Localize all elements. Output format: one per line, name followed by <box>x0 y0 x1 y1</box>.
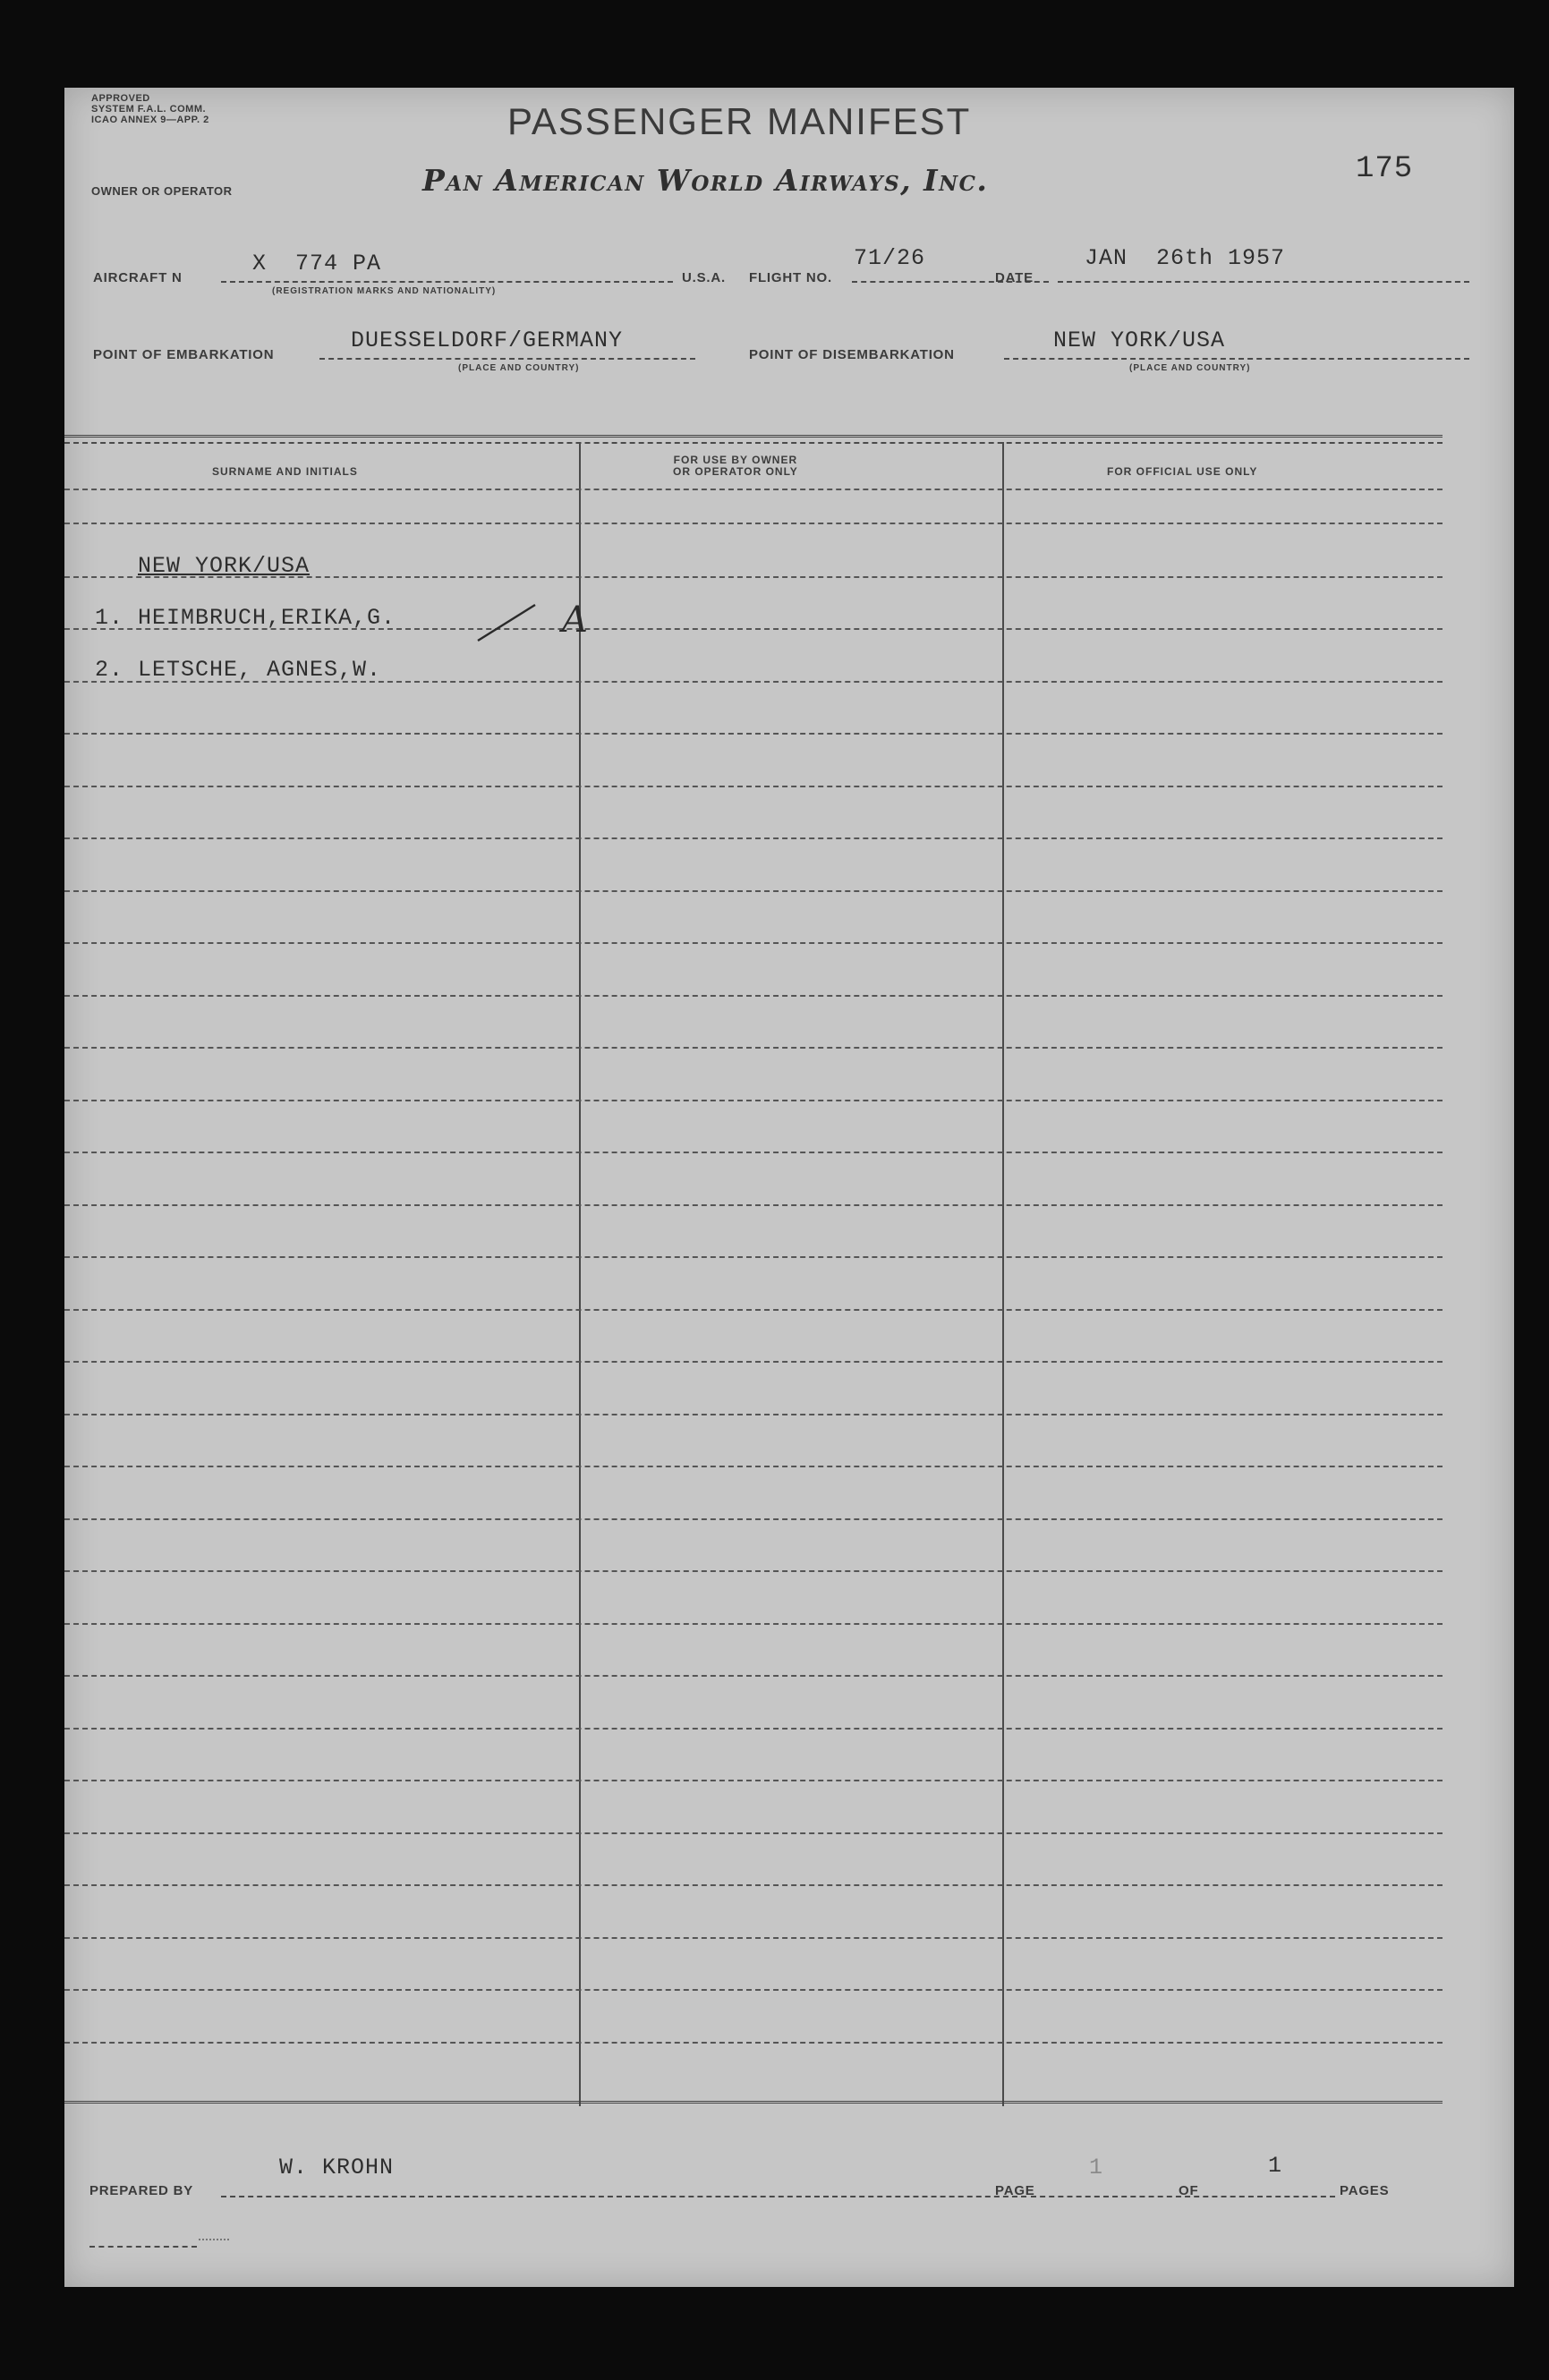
company-name: Pan American World Airways, Inc. <box>422 163 989 198</box>
column-divider <box>1002 442 1004 2106</box>
date-value: JAN 26th 1957 <box>1085 245 1286 271</box>
aircraft-value: X 774 PA <box>252 251 382 276</box>
sheet-number: 175 <box>1356 152 1414 186</box>
disembarkation-value: NEW YORK/USA <box>1053 327 1226 353</box>
group-heading: NEW YORK/USA <box>138 553 311 579</box>
aircraft-label: AIRCRAFT N <box>93 270 183 285</box>
pages-label: PAGES <box>1340 2183 1390 2198</box>
passenger-entry: 1. HEIMBRUCH,ERIKA,G. <box>95 605 396 631</box>
owner-label: OWNER OR OPERATOR <box>91 184 233 198</box>
usa-label: U.S.A. <box>682 270 726 285</box>
approval-line: APPROVED <box>91 93 150 104</box>
check-stroke-mark <box>476 601 539 644</box>
of-label: OF <box>1179 2183 1199 2198</box>
handwritten-mark: A <box>562 599 588 641</box>
embarkation-place-caption: (PLACE AND COUNTRY) <box>458 363 580 373</box>
approval-block <box>91 93 209 125</box>
page-label: PAGE <box>995 2183 1035 2198</box>
approval-line: ICAO ANNEX 9—APP. 2 <box>91 115 209 125</box>
flight-no-label: FLIGHT NO. <box>749 270 832 285</box>
flight-no-value: 71/26 <box>854 245 926 271</box>
page-title: PASSENGER MANIFEST <box>507 100 972 142</box>
embarkation-value: DUESSELDORF/GERMANY <box>351 327 624 353</box>
column-divider <box>579 442 581 2106</box>
disembarkation-label: POINT OF DISEMBARKATION <box>749 347 955 362</box>
prepared-by-value: W. KROHN <box>279 2155 395 2180</box>
disembarkation-place-caption: (PLACE AND COUNTRY) <box>1129 363 1251 373</box>
col-header-surname: SURNAME AND INITIALS <box>212 465 358 478</box>
page-value: 1 <box>1089 2155 1104 2180</box>
passenger-table <box>64 435 1443 2117</box>
col-header-owner: FOR USE BY OWNER OR OPERATOR ONLY <box>673 454 798 478</box>
col-header-official: FOR OFFICIAL USE ONLY <box>1107 465 1258 478</box>
prepared-by-label: PREPARED BY <box>89 2183 194 2198</box>
registration-caption: (REGISTRATION MARKS AND NATIONALITY) <box>272 286 497 296</box>
approval-line: SYSTEM F.A.L. COMM. <box>91 104 207 115</box>
embarkation-label: POINT OF EMBARKATION <box>93 347 275 362</box>
passenger-entry: 2. LETSCHE, AGNES,W. <box>95 657 382 683</box>
printer-mark <box>199 2239 229 2253</box>
manifest-sheet <box>64 88 1514 2287</box>
of-value: 1 <box>1268 2153 1283 2179</box>
date-label: DATE <box>995 270 1034 285</box>
